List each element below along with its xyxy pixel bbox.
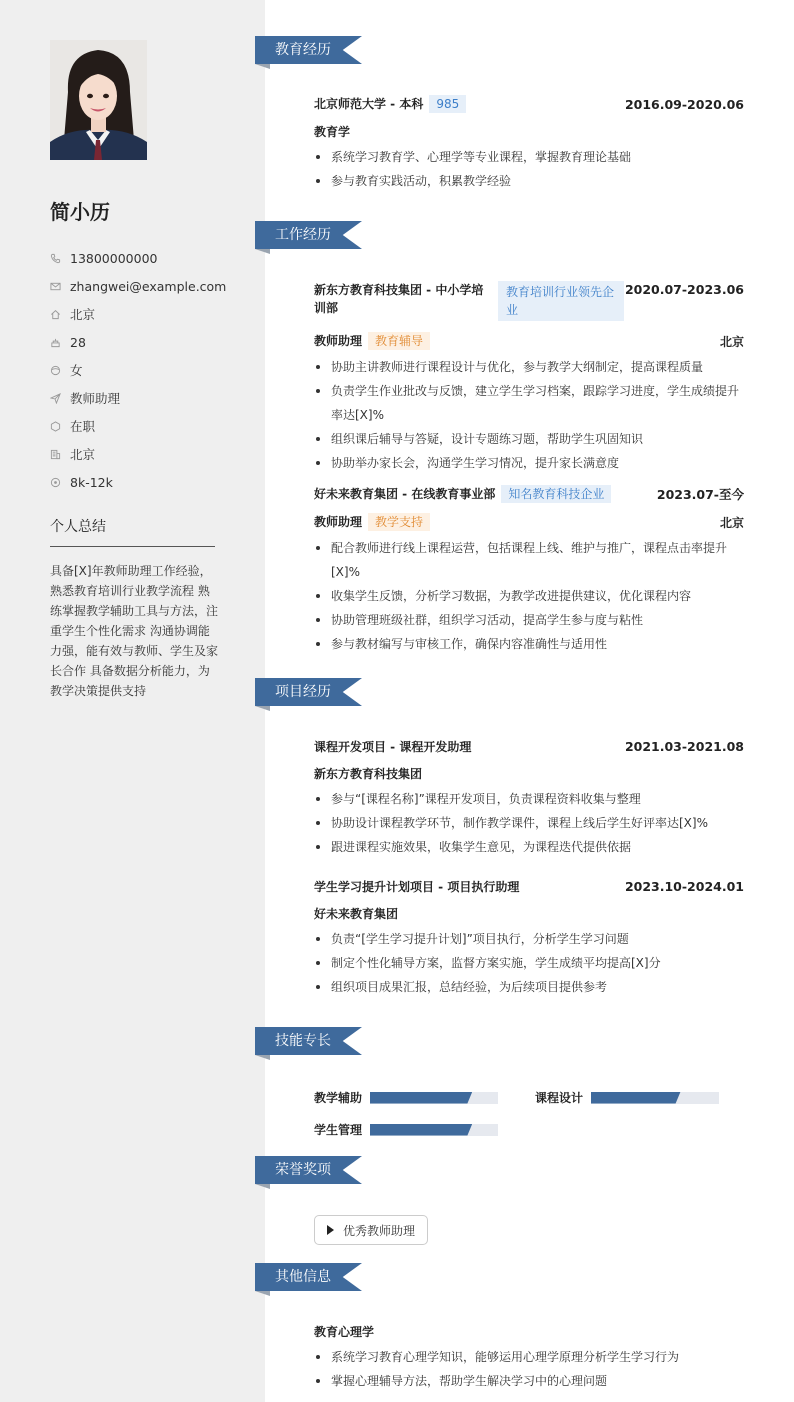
work-entry-2: [314, 485, 744, 656]
contact-info-list: [50, 244, 250, 496]
gender-icon: [50, 365, 70, 376]
email-icon: [50, 281, 70, 292]
project-org: 好未来教育集团: [314, 907, 399, 921]
section-title-awards: 荣誉奖项: [275, 1162, 331, 1178]
skill-item: [314, 1089, 498, 1106]
play-icon: [327, 1225, 334, 1235]
skill-item: [314, 1121, 498, 1138]
section-work: [255, 221, 775, 249]
other-entry: [314, 1323, 744, 1393]
project-title: 课程开发项目 - 课程开发助理: [314, 740, 472, 754]
list-item: 掌握心理辅导方法，帮助学生解决学习中的心理问题: [314, 1369, 744, 1393]
education-school: 北京师范大学 - 本科: [314, 97, 424, 111]
info-email: [50, 272, 250, 300]
list-item: 配合教师进行线上课程运营，包括课程上线、维护与推广，课程点击率提升[X]%: [314, 536, 744, 584]
info-city-text: 北京: [70, 447, 96, 462]
skill-fill: [591, 1092, 681, 1104]
list-item: 参与教材编写与审核工作，确保内容准确性与适用性: [314, 632, 744, 656]
send-icon: [50, 393, 70, 404]
info-email-text: zhangwei@example.com: [70, 278, 227, 294]
info-status-text: 在职: [70, 419, 96, 434]
project-title: 学生学习提升计划项目 - 项目执行助理: [314, 880, 520, 894]
sidebar: [0, 0, 265, 1402]
section-ribbon: [255, 221, 775, 249]
work-location: 北京: [719, 334, 744, 349]
work-company-tag: 教育培训行业领先企业: [498, 281, 624, 321]
skill-name: 教学辅助: [314, 1091, 363, 1105]
section-ribbon: [255, 678, 775, 706]
info-phone-text: 13800000000: [70, 250, 158, 266]
education-major: 教育学: [314, 125, 351, 139]
work-role: 教师助理: [314, 515, 363, 529]
work-date: 2023.07-至今: [656, 487, 744, 502]
work-entry-1: [314, 281, 744, 475]
section-ribbon: [255, 1027, 775, 1055]
other-title: 教育心理学: [314, 1325, 375, 1339]
list-item: 负责“[学生学习提升计划]”项目执行，分析学生学习问题: [314, 927, 744, 951]
award-item: [314, 1215, 428, 1245]
info-age: [50, 328, 250, 356]
list-item: 系统学习教育心理学知识，能够运用心理学原理分析学生学习行为: [314, 1345, 744, 1369]
info-gender: [50, 356, 250, 384]
building-icon: [50, 449, 70, 460]
skill-bar: [370, 1092, 498, 1104]
section-awards: [255, 1156, 775, 1184]
section-ribbon: [255, 1263, 775, 1291]
salary-icon: [50, 477, 70, 488]
section-ribbon: [255, 36, 775, 64]
work-company: 新东方教育科技集团 - 中小学培训部: [314, 283, 484, 315]
section-title-other: 其他信息: [275, 1269, 331, 1285]
skill-fill: [370, 1092, 472, 1104]
section-title-projects: 项目经历: [275, 684, 331, 700]
list-item: 参与“[课程名称]”课程开发项目，负责课程资料收集与整理: [314, 787, 744, 811]
section-title-work: 工作经历: [275, 227, 331, 243]
other-bullets: [314, 1345, 744, 1393]
list-item: 系统学习教育学、心理学等专业课程，掌握教育理论基础: [314, 145, 744, 169]
info-location: [50, 300, 250, 328]
work-date: 2020.07-2023.06: [624, 282, 744, 297]
work-company-tag: 知名教育科技企业: [501, 485, 611, 503]
section-projects: [255, 678, 775, 706]
work-bullets: [314, 536, 744, 656]
work-role: 教师助理: [314, 334, 363, 348]
project-date: 2023.10-2024.01: [624, 879, 744, 894]
info-position: [50, 384, 250, 412]
section-education: [255, 36, 775, 64]
status-icon: [50, 421, 70, 432]
award-text: 优秀教师助理: [343, 1223, 416, 1238]
list-item: 负责学生作业批改与反馈，建立学生学习档案，跟踪学习进度，学生成绩提升率达[X]%: [314, 379, 744, 427]
skill-item: [535, 1089, 719, 1106]
list-item: 跟进课程实施效果，收集学生意见，为课程迭代提供依据: [314, 835, 744, 859]
avatar: [50, 40, 147, 160]
summary-text: 具备[X]年教师助理工作经验，熟悉教育培训行业教学流程 熟练掌握教学辅助工具与方法，注重学生个性化需求 沟通协调能力强，能有效与教师、学生及家长合作 具备数据分析能力，为教学决策提供支持: [50, 564, 219, 698]
list-item: 协助举办家长会，沟通学生学习情况，提升家长满意度: [314, 451, 744, 475]
education-bullets: [314, 145, 744, 193]
section-ribbon: [255, 1156, 775, 1184]
skill-name: 学生管理: [314, 1123, 363, 1137]
skill-name: 课程设计: [535, 1091, 584, 1105]
info-phone: [50, 244, 250, 272]
list-item: 组织项目成果汇报，总结经验，为后续项目提供参考: [314, 975, 744, 999]
project-entry-1: [314, 738, 744, 859]
info-city: [50, 440, 250, 468]
work-role-tag: 教学支持: [368, 513, 430, 531]
education-entry: [314, 95, 744, 193]
skill-bar: [591, 1092, 719, 1104]
info-salary: [50, 468, 250, 496]
project-bullets: [314, 927, 744, 999]
project-bullets: [314, 787, 744, 859]
section-other: [255, 1263, 775, 1291]
skill-fill: [370, 1124, 472, 1136]
info-location-text: 北京: [70, 307, 96, 322]
list-item: 组织课后辅导与答疑，设计专题练习题，帮助学生巩固知识: [314, 427, 744, 451]
skill-bar: [370, 1124, 498, 1136]
avatar-portrait: [50, 40, 147, 160]
work-bullets: [314, 355, 744, 475]
info-status: [50, 412, 250, 440]
section-title-skills: 技能专长: [275, 1033, 331, 1049]
info-gender-text: 女: [70, 363, 83, 378]
project-org: 新东方教育科技集团: [314, 767, 423, 781]
work-location: 北京: [719, 515, 744, 530]
list-item: 协助管理班级社群，组织学习活动，提高学生参与度与粘性: [314, 608, 744, 632]
work-role-tag: 教育辅导: [368, 332, 430, 350]
education-date: 2016.09-2020.06: [624, 96, 744, 112]
list-item: 协助主讲教师进行课程设计与优化，参与教学大纲制定，提高课程质量: [314, 355, 744, 379]
list-item: 参与教育实践活动，积累教学经验: [314, 169, 744, 193]
list-item: 收集学生反馈，分析学习数据，为教学改进提供建议，优化课程内容: [314, 584, 744, 608]
list-item: 制定个性化辅导方案，监督方案实施，学生成绩平均提高[X]分: [314, 951, 744, 975]
project-date: 2021.03-2021.08: [624, 739, 744, 754]
phone-icon: [50, 253, 70, 264]
age-icon: [50, 337, 70, 348]
education-tag: 985: [429, 95, 466, 113]
info-salary-text: 8k-12k: [70, 474, 113, 490]
list-item: 协助设计课程教学环节，制作教学课件，课程上线后学生好评率达[X]%: [314, 811, 744, 835]
work-company: 好未来教育集团 - 在线教育事业部: [314, 487, 496, 501]
home-icon: [50, 309, 70, 320]
candidate-name: 简小历: [50, 200, 110, 224]
section-title-education: 教育经历: [275, 42, 331, 58]
info-position-text: 教师助理: [70, 391, 121, 406]
info-age-text: 28: [70, 334, 86, 350]
project-entry-2: [314, 878, 744, 999]
section-skills: [255, 1027, 775, 1055]
summary-title: 个人总结: [50, 516, 215, 547]
